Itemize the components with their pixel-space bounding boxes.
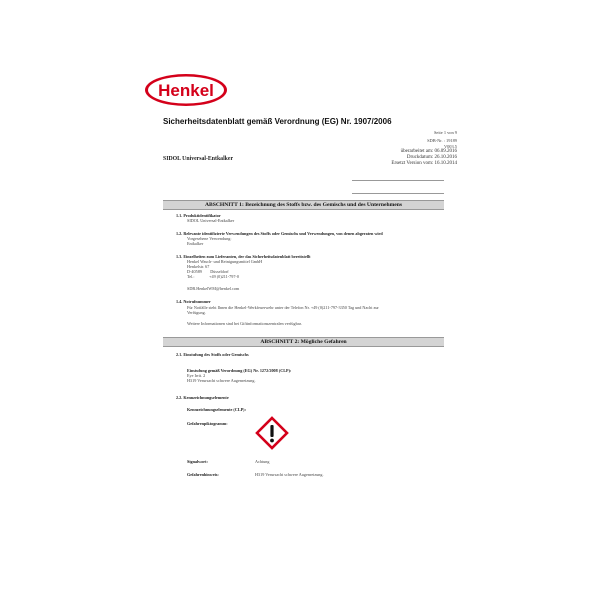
sdb-number: SDB-Nr. : 19189: [427, 138, 457, 144]
section-1-header: ABSCHNITT 1: Bezeichnung des Stoffs bzw. des Gemischs und des Unternehmens: [163, 200, 444, 210]
s13-line: Tel.: +49 (0)211-797-0: [187, 274, 239, 279]
s12-line: Entkalker: [187, 241, 204, 246]
document-title: Sicherheitsdatenblatt gemäß Verordnung (EG) Nr. 1907/2006: [163, 117, 392, 126]
s21-line: Eye Irrit. 2: [187, 373, 206, 378]
s21-subheading: Einstufung gemäß Verordnung (EG) Nr. 1272/2008 (CLP):: [187, 368, 292, 373]
divider: [352, 193, 444, 194]
s22-heading: 2.2. Kennzeichnungselemente: [176, 395, 229, 400]
s14-line: Verfügung.: [187, 310, 206, 315]
s11-value: SIDOL Universal-Entkalker: [187, 218, 235, 223]
logo-text: Henkel: [158, 81, 214, 100]
print-date: Druckdatum: 26.10.2016: [406, 155, 457, 161]
page-number: Seite 1 von 9: [433, 130, 457, 135]
document-meta: [391, 130, 457, 167]
henkel-logo: [143, 72, 229, 108]
signal-word-value: Achtung: [255, 459, 270, 464]
replaces-version: Ersetzt Version vom: 16.10.2014: [391, 161, 457, 167]
s14-heading: 1.4. Notrufnummer: [176, 299, 211, 304]
s22-subheading: Kennzeichnungselemente (CLP):: [187, 407, 246, 412]
divider: [352, 180, 444, 181]
s13-email: SDB.HenkelWM@henkel.com: [187, 286, 240, 291]
version: V003.5: [443, 143, 457, 149]
s21-heading: 2.1. Einstufung des Stoffs oder Gemischs: [176, 352, 249, 357]
pictogram-label: Gefahrenpiktogramm:: [187, 421, 228, 426]
revised-date: überarbeitet am: 06.09.2016: [400, 149, 457, 155]
s13-line: Henkel Wasch- und Reinigungsmittel GmbH: [187, 259, 263, 264]
s12-line: Vorgesehene Verwendung:: [187, 236, 232, 241]
s13-line: D-40589 Düsseldorf: [187, 269, 229, 274]
s12-heading: 1.2. Relevante identifizierte Verwendungen des Stoffs oder Gemischs und Verwendungen, von denen abgeraten wird: [176, 231, 383, 236]
s13-heading: 1.3. Einzelheiten zum Lieferanten, der das Sicherheitsdatenblatt bereitstellt: [176, 254, 311, 259]
ghs07-exclamation-icon: [255, 416, 289, 450]
s21-line: H319 Verursacht schwere Augenreizung.: [187, 378, 256, 383]
product-name: SIDOL Universal-Entkalker: [163, 156, 234, 162]
s11-heading: 1.1. Produktidentifikator: [176, 213, 221, 218]
section-2-header: ABSCHNITT 2: Mögliche Gefahren: [163, 337, 444, 347]
s14-line: Für Notfälle steht Ihnen die Henkel-Werkfeuerwehr unter der Telefon Nr. +49 (0)211-797-3350 Tag und Nacht zur: [187, 305, 379, 310]
hazard-statement-label: Gefahrenhinweis:: [187, 472, 219, 477]
hazard-statement-value: H319 Verursacht schwere Augenreizung.: [255, 472, 324, 477]
s14-line: Weitere Informationen sind bei Giftinformationszentralen verfügbar.: [187, 321, 302, 326]
s13-line: Henkelstr. 67: [187, 264, 210, 269]
signal-word-label: Signalwort:: [187, 459, 208, 464]
